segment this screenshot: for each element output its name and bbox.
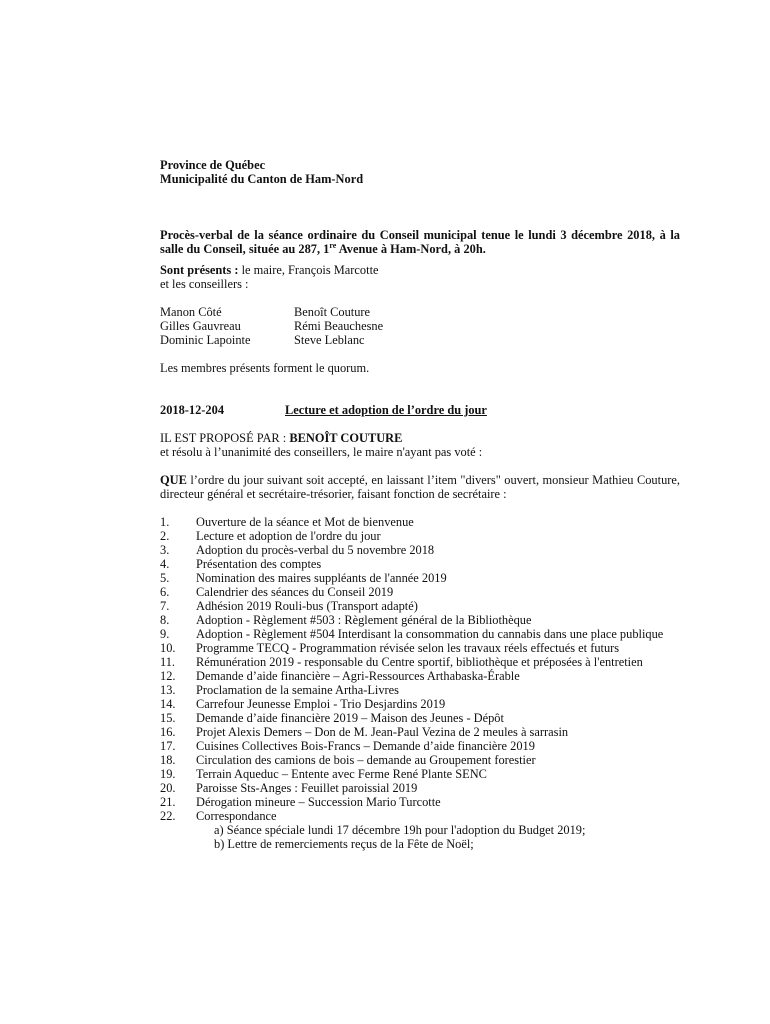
proposal-block [160, 431, 680, 459]
agenda-item-number: 14. [160, 697, 176, 711]
agenda-item-text: Proclamation de la semaine Artha-Livres [196, 683, 399, 697]
agenda-item-number: 21. [160, 795, 176, 809]
agenda-item-number: 20. [160, 781, 176, 795]
quorum-statement: Les membres présents forment le quorum. [160, 361, 370, 375]
councillor-name: Rémi Beauchesne [294, 319, 384, 333]
agenda-item-number: 12. [160, 669, 176, 683]
municipality-heading: Municipalité du Canton de Ham-Nord [160, 172, 364, 186]
agenda-item-number: 16. [160, 725, 176, 739]
agenda-item [160, 529, 680, 543]
correspondence-list [160, 823, 680, 851]
agenda-item-number: 4. [160, 557, 170, 571]
agenda-item-number: 7. [160, 599, 170, 613]
proposed-prefix: IL EST PROPOSÉ PAR : [160, 431, 290, 445]
agenda-item-number: 15. [160, 711, 176, 725]
agenda-item-number: 13. [160, 683, 176, 697]
proposed-by: BENOÎT COUTURE [289, 431, 403, 445]
councillor-name: Manon Côté [160, 305, 222, 319]
agenda-item-number: 9. [160, 627, 170, 641]
correspondence-item: a) Séance spéciale lundi 17 décembre 19h pour l'adoption du Budget 2019; [214, 823, 586, 837]
resolved-statement: et résolu à l’unanimité des conseillers, le maire n'ayant pas voté : [160, 445, 483, 459]
agenda-item-number: 6. [160, 585, 170, 599]
resolution-title: Lecture et adoption de l’ordre du jour [285, 403, 487, 417]
province-heading: Province de Québec [160, 158, 266, 172]
agenda-item [160, 641, 680, 655]
agenda-item-text: Dérogation mineure – Succession Mario Turcotte [196, 795, 441, 809]
minutes-title-part2: Avenue à Ham-Nord, à 20h. [336, 242, 486, 256]
document-header [160, 158, 680, 186]
agenda-item-text: Carrefour Jeunesse Emploi - Trio Desjardins 2019 [196, 697, 446, 711]
resolution-heading [160, 403, 680, 417]
agenda-item-number: 2. [160, 529, 170, 543]
agenda-item-text: Présentation des comptes [196, 557, 322, 571]
agenda-item [160, 683, 680, 697]
agenda-item-number: 17. [160, 739, 176, 753]
agenda-item [160, 571, 680, 585]
agenda-item-text: Lecture et adoption de l'ordre du jour [196, 529, 381, 543]
agenda-item-text: Demande d’aide financière – Agri-Ressources Arthabaska-Érable [196, 669, 520, 683]
minutes-title-superscript: re [329, 240, 337, 250]
agenda-item [160, 711, 680, 725]
councillor-name: Gilles Gauvreau [160, 319, 241, 333]
agenda-item-text: Demande d’aide financière 2019 – Maison des Jeunes - Dépôt [196, 711, 504, 725]
agenda-item-number: 10. [160, 641, 176, 655]
councillors-intro: et les conseillers : [160, 277, 249, 291]
agenda-item-text: Rémunération 2019 - responsable du Centre sportif, bibliothèque et préposées à l'entretien [196, 655, 643, 669]
agenda-item-number: 11. [160, 655, 176, 669]
agenda-item-text: Projet Alexis Demers – Don de M. Jean-Paul Vezina de 2 meules à sarrasin [196, 725, 569, 739]
agenda-item-text: Cuisines Collectives Bois-Francs – Demande d’aide financière 2019 [196, 739, 535, 753]
agenda-list [160, 515, 680, 823]
agenda-item [160, 557, 680, 571]
agenda-item-text: Adoption - Règlement #504 Interdisant la consommation du cannabis dans une place publique [196, 627, 664, 641]
agenda-item-number: 22. [160, 809, 176, 823]
agenda-item-number: 5. [160, 571, 170, 585]
agenda-item [160, 795, 680, 809]
agenda-item-text: Paroisse Sts-Anges : Feuillet paroissial 2019 [196, 781, 418, 795]
councillor-name: Steve Leblanc [294, 333, 365, 347]
councillor-name: Dominic Lapointe [160, 333, 251, 347]
que-paragraph [160, 473, 680, 501]
agenda-item-number: 18. [160, 753, 176, 767]
agenda-item-text: Nomination des maires suppléants de l'année 2019 [196, 571, 447, 585]
minutes-title [160, 228, 680, 256]
agenda-item [160, 697, 680, 711]
agenda-item [160, 627, 680, 641]
agenda-item [160, 809, 680, 823]
agenda-item-number: 3. [160, 543, 170, 557]
agenda-item-text: Calendrier des séances du Conseil 2019 [196, 585, 394, 599]
agenda-item-text: Terrain Aqueduc – Entente avec Ferme René Plante SENC [196, 767, 487, 781]
agenda-item [160, 669, 680, 683]
que-word: QUE [160, 473, 187, 487]
agenda-item [160, 725, 680, 739]
agenda-item [160, 599, 680, 613]
agenda-item [160, 543, 680, 557]
agenda-item-text: Adoption du procès-verbal du 5 novembre 2018 [196, 543, 435, 557]
minutes-page [160, 158, 680, 851]
agenda-item [160, 781, 680, 795]
agenda-item [160, 655, 680, 669]
minutes-title-part1: Procès-verbal de la séance ordinaire du Conseil municipal tenue le lundi 3 décembre 2018, à la salle du Conseil, située au 287, 1 [160, 228, 680, 256]
agenda-item-text: Adhésion 2019 Rouli-bus (Transport adapté) [196, 599, 418, 613]
que-text: l’ordre du jour suivant soit accepté, en laissant l’item "divers" ouvert, monsieur Mathieu Couture, directeur général et secrétaire-trésorier, faisant fonction de secrétaire : [160, 473, 680, 501]
agenda-item-number: 19. [160, 767, 176, 781]
agenda-item-text: Ouverture de la séance et Mot de bienvenue [196, 515, 414, 529]
agenda-item-text: Correspondance [196, 809, 277, 823]
agenda-item [160, 767, 680, 781]
agenda-item [160, 753, 680, 767]
agenda-item-number: 1. [160, 515, 170, 529]
agenda-item-number: 8. [160, 613, 170, 627]
agenda-item [160, 585, 680, 599]
agenda-item [160, 613, 680, 627]
councillors-list [160, 305, 680, 347]
present-label: Sont présents : [160, 263, 239, 277]
agenda-item-text: Programme TECQ - Programmation révisée selon les travaux réels effectués et futurs [196, 641, 620, 655]
agenda-item-text: Circulation des camions de bois – demande au Groupement forestier [196, 753, 536, 767]
agenda-item [160, 515, 680, 529]
resolution-number: 2018-12-204 [160, 403, 225, 417]
present-section [160, 263, 680, 291]
mayor-text: le maire, François Marcotte [238, 263, 379, 277]
correspondence-item: b) Lettre de remerciements reçus de la Fête de Noël; [214, 837, 474, 851]
agenda-item-text: Adoption - Règlement #503 : Règlement général de la Bibliothèque [196, 613, 532, 627]
agenda-item [160, 739, 680, 753]
councillor-name: Benoît Couture [294, 305, 371, 319]
